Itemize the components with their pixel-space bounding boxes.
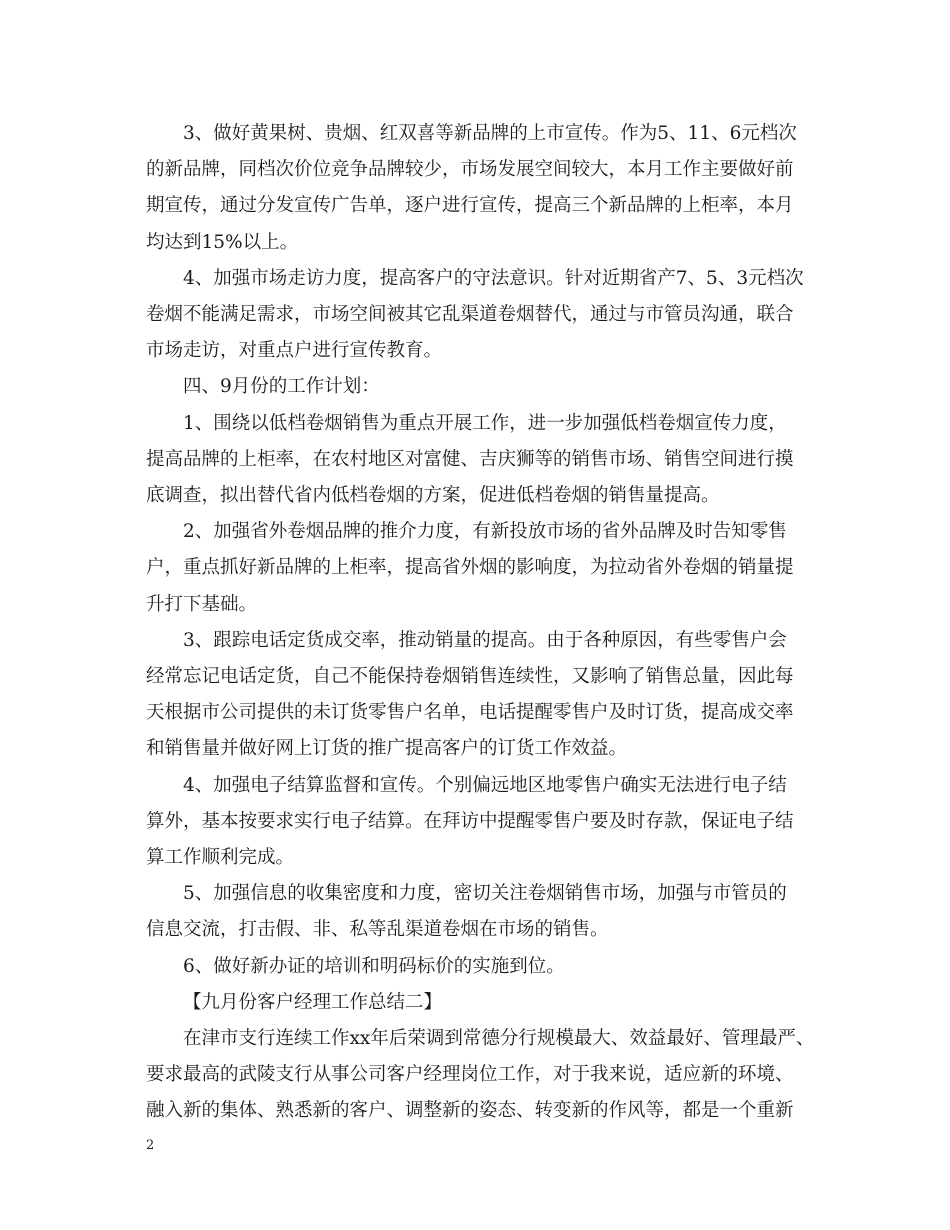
paragraph-information-collection: 5、加强信息的收集密度和力度，密切关注卷烟销售市场，加强与市管员的 信息交流，打击假、非、私等乱渠道卷烟在市场的销售。 bbox=[146, 883, 787, 941]
paragraph-branch-transfer: 在津市支行连续工作xx年后荣调到常德分行规模最大、效益最好、管理最严、 要求最高的武陵支行从事公司客户经理岗位工作，对于我来说，适应新的环境、 融入新的集体、熟悉新的客户、调整新的姿态、转变新的作风等，都是一个重新 bbox=[146, 1028, 815, 1122]
paragraph-new-brand-promotion: 3、做好黄果树、贵烟、红双喜等新品牌的上市宣传。作为5、11、6元档次 的新品牌，同档次价位竞争品牌较少，市场发展空间较大，本月工作主要做好前 期宣传，通过分发宣传广告单，逐户进行宣传，提高三个新品牌的上柜率，本月 均达到15%以上。 bbox=[146, 123, 797, 253]
page-number: 2 bbox=[146, 1138, 155, 1153]
section-heading-summary-two: 【九月份客户经理工作总结二】 bbox=[183, 991, 443, 1013]
paragraph-phone-orders: 3、跟踪电话定货成交率，推动销量的提高。由于各种原因，有些零售户会 经常忘记电话定货，自己不能保持卷烟销售连续性，又影响了销售总量，因此每 天根据市公司提供的未订货零售户名单，电话提醒零售户及时订货，提高成交率 和销售量并做好网上订货的推广提高客户的订货工作效益。 bbox=[146, 629, 794, 760]
paragraph-market-visits: 4、加强市场走访力度，提高客户的守法意识。针对近期省产7、5、3元档次 卷烟不能满足需求，市场空间被其它乱渠道卷烟替代，通过与市管员沟通，联合 市场走访，对重点户进行宣传教育。 bbox=[146, 267, 804, 362]
paragraph-low-grade-cigarettes: 1、围绕以低档卷烟销售为重点开展工作，进一步加强低档卷烟宣传力度， 提高品牌的上柜率，在农村地区对富健、吉庆狮等的销售市场、销售空间进行摸 底调查，拟出替代省内低档卷烟的方案，促进低档卷烟的销售量提高。 bbox=[146, 412, 794, 507]
paragraph-new-license-training: 6、做好新办证的培训和明码标价的实施到位。 bbox=[183, 955, 565, 977]
paragraph-electronic-settlement: 4、加强电子结算监督和宣传。个别偏远地区地零售户确实无法进行电子结 算外，基本按要求实行电子结算。在拜访中提醒零售户要及时存款，保证电子结 算工作顺利完成。 bbox=[146, 774, 794, 869]
document-body bbox=[146, 116, 816, 1130]
section-heading-september-plan: 四、9月份的工作计划： bbox=[183, 376, 380, 398]
paragraph-out-of-province-brands: 2、加强省外卷烟品牌的推介力度，有新投放市场的省外品牌及时告知零售 户，重点抓好新品牌的上柜率，提高省外烟的影响度，为拉动省外卷烟的销量提 升打下基础。 bbox=[146, 521, 794, 615]
